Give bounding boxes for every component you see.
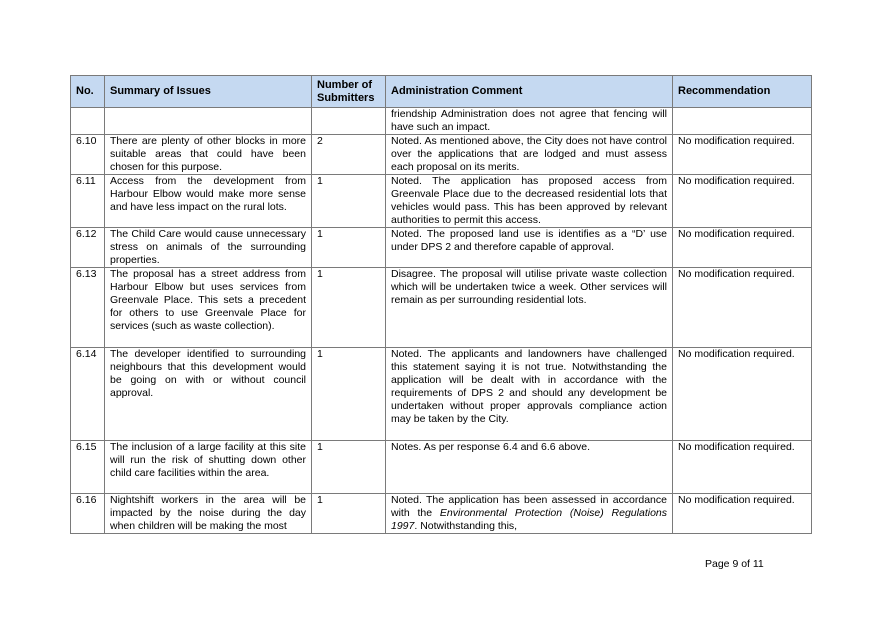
cell-recommendation: No modification required. [673, 494, 812, 534]
header-recommendation: Recommendation [673, 76, 812, 108]
cell-no: 6.12 [71, 228, 105, 268]
cell-submitters: 1 [312, 348, 386, 441]
regulation-title: Environmental Protection (Noise) Regulations 1997 [391, 507, 667, 532]
cell-recommendation: No modification required. [673, 175, 812, 228]
cell-recommendation: No modification required. [673, 348, 812, 441]
cell-summary: Nightshift workers in the area will be impacted by the noise during the day when children will be making the most [105, 494, 312, 534]
cell-comment: Noted. The applicants and landowners have challenged this statement saying it is not true. Notwithstanding the application will be dealt with in accordance with the requirements of DPS 2 and should any development be undertaken without proper approvals compliance action may be taken by the City. [386, 348, 673, 441]
cell-no: 6.13 [71, 268, 105, 348]
cell-submitters: 1 [312, 494, 386, 534]
cell-summary: The developer identified to surrounding neighbours that this development would be going on with or without council approval. [105, 348, 312, 441]
cell-summary: The inclusion of a large facility at this site will run the risk of shutting down other child care facilities within the area. [105, 441, 312, 494]
comment-text: Noted. The application has been assessed in accordance with the [391, 494, 667, 519]
cell-summary: Access from the development from Harbour Elbow would make more sense and have less impact on the rural lots. [105, 175, 312, 228]
header-summary: Summary of Issues [105, 76, 312, 108]
cell-submitters: 2 [312, 135, 386, 175]
cell-recommendation: No modification required. [673, 135, 812, 175]
cell-submitters [312, 108, 386, 135]
cell-recommendation: No modification required. [673, 228, 812, 268]
cell-no: 6.16 [71, 494, 105, 534]
page-number: Page 9 of 11 [705, 558, 764, 570]
cell-submitters: 1 [312, 268, 386, 348]
cell-summary: There are plenty of other blocks in more suitable areas that could have been chosen for this purpose. [105, 135, 312, 175]
comment-text: . Notwithstanding this, [414, 520, 518, 532]
cell-no [71, 108, 105, 135]
cell-submitters: 1 [312, 175, 386, 228]
cell-recommendation [673, 108, 812, 135]
cell-comment: Noted. The proposed land use is identifies as a “D’ use under DPS 2 and therefore capable of approval. [386, 228, 673, 268]
cell-comment: Noted. As mentioned above, the City does not have control over the applications that are lodged and must assess each proposal on its merits. [386, 135, 673, 175]
cell-no: 6.11 [71, 175, 105, 228]
cell-recommendation: No modification required. [673, 441, 812, 494]
cell-comment: friendship Administration does not agree that fencing will have such an impact. [386, 108, 673, 135]
issues-table [70, 75, 812, 534]
cell-submitters: 1 [312, 228, 386, 268]
cell-submitters: 1 [312, 441, 386, 494]
cell-summary: The proposal has a street address from Harbour Elbow but uses services from Greenvale Place. This sets a precedent for others to use Greenvale Place for services (such as waste collection). [105, 268, 312, 348]
cell-comment: Notes. As per response 6.4 and 6.6 above. [386, 441, 673, 494]
table-row [71, 175, 812, 228]
cell-recommendation: No modification required. [673, 268, 812, 348]
cell-summary: The Child Care would cause unnecessary stress on animals of the surrounding properties. [105, 228, 312, 268]
table-row [71, 135, 812, 175]
table-row [71, 348, 812, 441]
cell-comment: Disagree. The proposal will utilise private waste collection which will be undertaken twice a week. Other services will remain as per surrounding residential lots. [386, 268, 673, 348]
cell-comment: Noted. The application has proposed access from Greenvale Place due to the decreased residential lots that vehicles would pass. This has been approved by relevant authorities to permit this access. [386, 175, 673, 228]
cell-comment [386, 494, 673, 534]
table-row [71, 441, 812, 494]
table-row [71, 268, 812, 348]
table-row [71, 228, 812, 268]
header-submitters: Number of Submitters [312, 76, 386, 108]
cell-no: 6.10 [71, 135, 105, 175]
header-no: No. [71, 76, 105, 108]
table-header-row [71, 76, 812, 108]
cell-summary [105, 108, 312, 135]
table-row-continuation [71, 108, 812, 135]
cell-no: 6.15 [71, 441, 105, 494]
header-comment: Administration Comment [386, 76, 673, 108]
table-row [71, 494, 812, 534]
cell-no: 6.14 [71, 348, 105, 441]
